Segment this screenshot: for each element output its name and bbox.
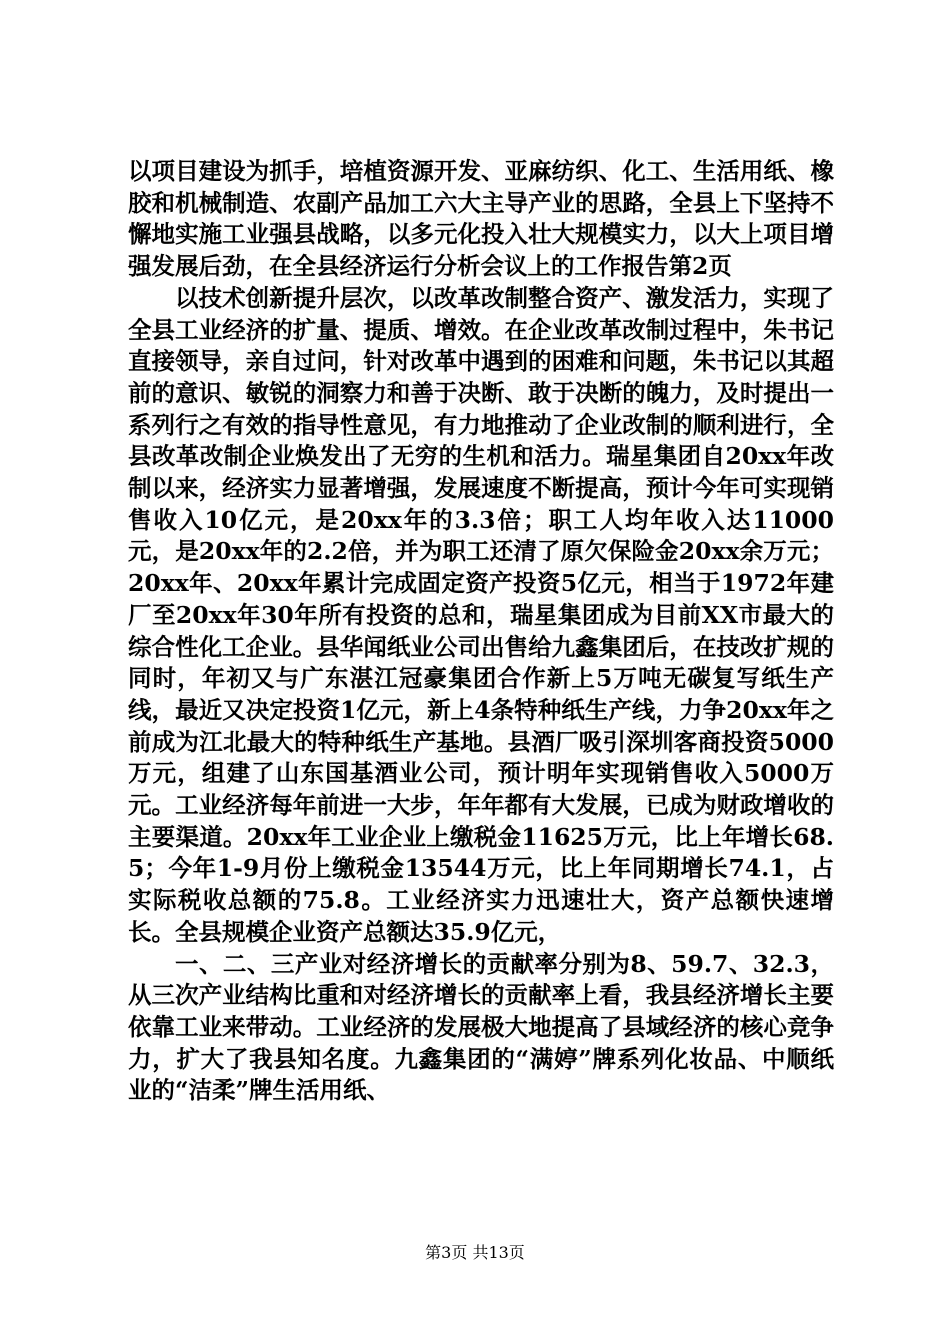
paragraph-2: 以技术创新提升层次，以改革改制整合资产、激发活力，实现了全县工业经济的扩量、提质、增效。在企业改革改制过程中，朱书记直接领导，亲自过问，针对改革中遇到的困难和问题，朱书记以其超前的意识、敏锐的洞察力和善于决断、敢于决断的魄力，及时提出一系列行之有效的指导性意见，有力地推动了企业改制的顺利进行，全县改革改制企业焕发出了无穷的生机和活力。瑞星集团自20xx年改制以来，经济实力显著增强，发展速度不断提高，预计今年可实现销售收入10亿元，是20xx年的3.3倍；职工人均年收入达11000元，是20xx年的2.2倍，并为职工还清了原欠保险金20xx余万元；20xx年、20xx年累计完成固定资产投资5亿元，相当于1972年建厂至20xx年30年所有投资的总和，瑞星集团成为目前XX市最大的综合性化工企业。县华闻纸业公司出售给九鑫集团后，在技改扩规的同时，年初又与广东湛江冠豪集团合作新上5万吨无碳复写纸生产线，最近又决定投资1亿元，新上4条特种纸生产线，力争20xx年之前成为江北最大的特种纸生产基地。县酒厂吸引深圳客商投资5000万元，组建了山东国基酒业公司，预计明年实现销售收入5000万元。工业经济每年前进一大步，年年都有大发展，已成为财政增收的主要渠道。20xx年工业企业上缴税金11625万元，比上年增长68.5；今年1-9月份上缴税金13544万元，比上年同期增长74.1，占实际税收总额的75.8。工业经济实力迅速壮大，资产总额快速增长。全县规模企业资产总额达35.9亿元，	[128, 283, 834, 946]
page-footer: 第3页 共13页	[425, 1243, 525, 1262]
paragraph-1: 以项目建设为抓手，培植资源开发、亚麻纺织、化工、生活用纸、橡胶和机械制造、农副产品加工六大主导产业的思路，全县上下坚持不懈地实施工业强县战略，以多元化投入壮大规模实力，以大上项目增强发展后劲，在全县经济运行分析会议上的工作报告第2页	[128, 157, 834, 281]
paragraph-3: 一、二、三产业对经济增长的贡献率分别为8、59.7、32.3，从三次产业结构比重和对经济增长的贡献率上看，我县经济增长主要依靠工业来带动。工业经济的发展极大地提高了县域经济的核心竞争力，扩大了我县知名度。九鑫集团的“满婷”牌系列化妆品、中顺纸业的“洁柔”牌生活用纸、	[128, 949, 834, 1105]
document-body	[128, 156, 834, 1107]
